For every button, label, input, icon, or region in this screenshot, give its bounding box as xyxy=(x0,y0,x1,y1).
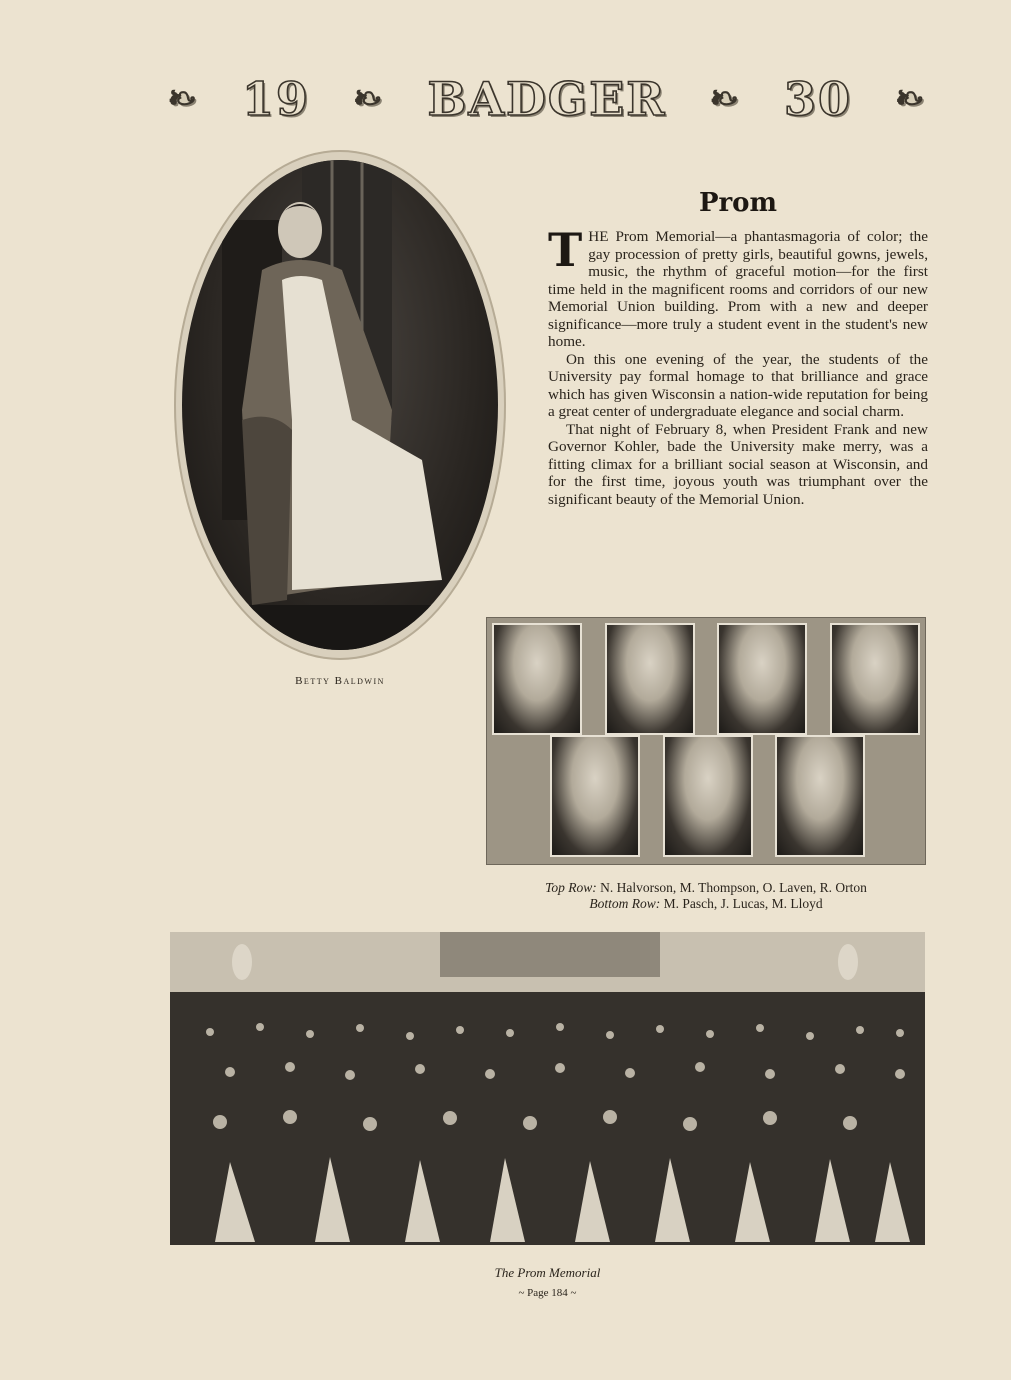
article-title: Prom xyxy=(698,188,778,218)
page-header-1930-badger xyxy=(168,74,926,124)
portrait-caption: Betty Baldwin xyxy=(295,675,385,687)
header-year-left: 19 xyxy=(241,72,310,126)
committee-group-photo xyxy=(486,617,926,865)
portrait-laven xyxy=(719,625,805,733)
ballroom-doorway xyxy=(440,932,660,977)
portrait-illustration xyxy=(182,160,498,650)
dropcap: T xyxy=(548,223,583,277)
wall-sconce xyxy=(838,944,858,980)
floor xyxy=(182,605,498,650)
paragraph-1-text: HE Prom Memorial—a phantasmagoria of color; the gay procession of pretty girls, beautiful gowns, jewels, music, the rhythm of graceful motion—for the first time held in the magnificent rooms and corridors of our new Memorial Union building. Prom with a new and deeper significance—more truly a student event in the student's new home. xyxy=(548,228,928,350)
crowd-illustration xyxy=(170,932,925,1245)
figure-drape xyxy=(242,417,292,605)
page-number: ~ Page 184 ~ xyxy=(518,1287,577,1299)
header-ornament-mid-right: ❧ xyxy=(710,79,741,119)
header-word: BADGER xyxy=(427,72,667,126)
header-ornament-right: ❧ xyxy=(895,79,926,119)
portrait-photo-seated-woman xyxy=(182,160,498,650)
paragraph-2: On this one evening of the year, the students of the University pay formal homage to that brilliance and grace which has given Wisconsin a nation-wide reputation for being a great center of undergraduate elegance and social charm. xyxy=(548,350,928,420)
crowd-photo-caption: The Prom Memorial xyxy=(494,1265,601,1280)
header-ornament-left: ❧ xyxy=(168,79,199,119)
header-ornament-mid-left: ❧ xyxy=(353,79,384,119)
figure-head xyxy=(278,202,322,258)
group-photo-caption xyxy=(486,880,926,911)
paragraph-1 xyxy=(548,223,928,351)
portrait-thompson xyxy=(607,625,693,733)
top-row-names: N. Halvorson, M. Thompson, O. Laven, R. Orton xyxy=(600,880,867,895)
caption-top-row xyxy=(486,880,926,896)
wall-sconce xyxy=(232,944,252,980)
top-row-label: Top Row: xyxy=(545,880,597,895)
portrait-halvorson xyxy=(494,625,580,733)
article-body xyxy=(548,223,928,508)
caption-bottom-row xyxy=(486,896,926,912)
portrait-lloyd xyxy=(777,737,863,855)
portrait-orton xyxy=(832,625,918,733)
portrait-lucas xyxy=(665,737,751,855)
prom-crowd-photo xyxy=(170,932,925,1245)
header-year-right: 30 xyxy=(783,72,852,126)
bottom-row-label: Bottom Row: xyxy=(589,895,661,911)
bottom-row-names: M. Pasch, J. Lucas, M. Lloyd xyxy=(663,895,823,911)
portrait-pasch xyxy=(552,737,638,855)
paragraph-3: That night of February 8, when President Frank and new Governor Kohler, bade the University make merry, was a fitting climax for a brilliant social season at Wisconsin, and for the first time, joyous youth was triumphant over the significant beauty of the Memorial Union. xyxy=(548,420,928,508)
